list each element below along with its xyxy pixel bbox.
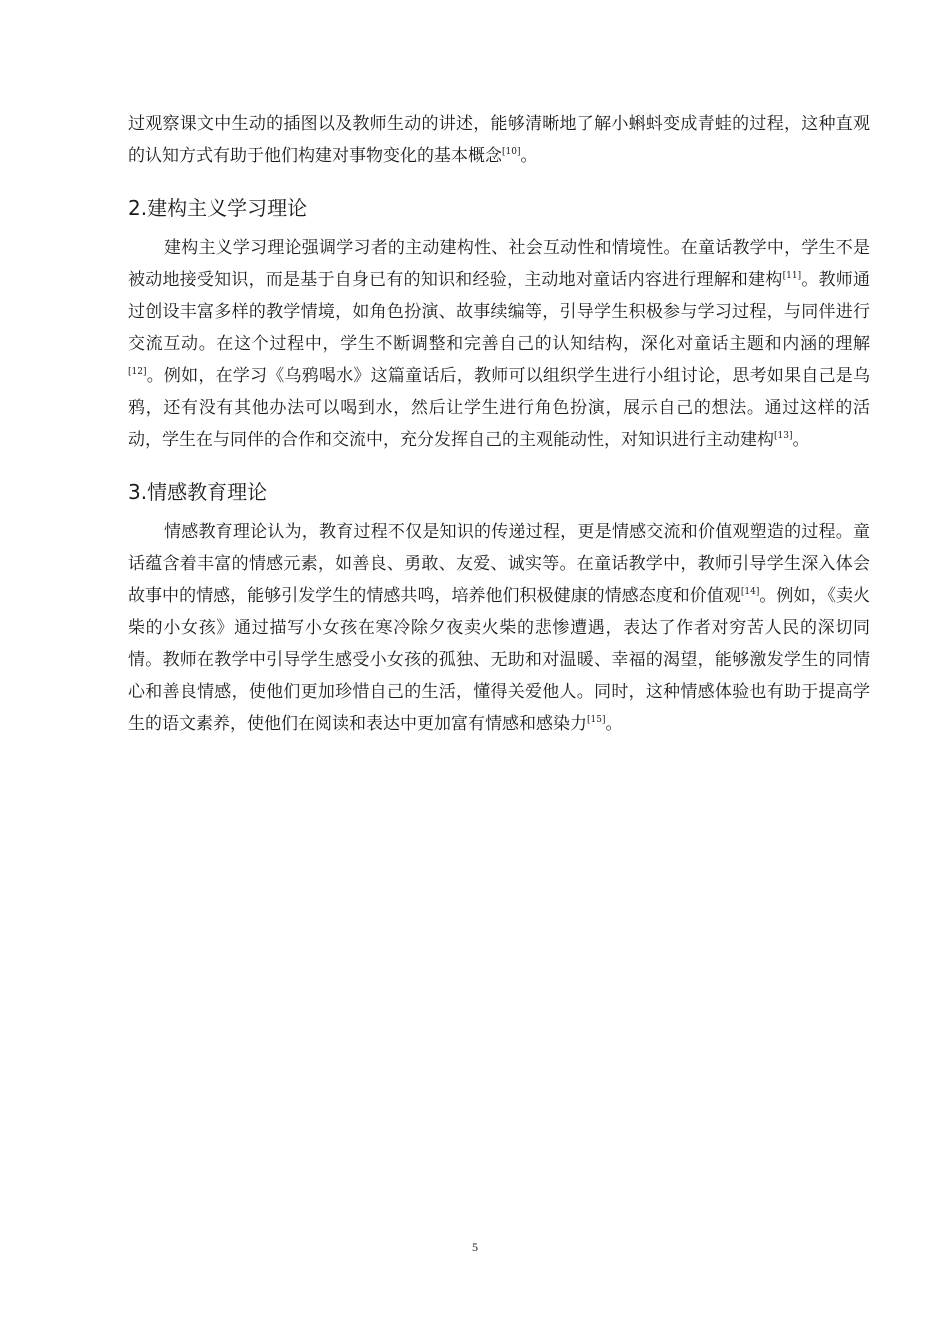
page-number: 5 <box>472 1240 478 1254</box>
paragraph-text: 。 <box>605 714 623 734</box>
citation-ref: [11] <box>782 271 802 281</box>
paragraph-continuation <box>128 108 870 172</box>
section-heading-emotional-education: 3.情感教育理论 <box>128 480 268 504</box>
paragraph-text: 。 <box>792 430 810 450</box>
paragraph-text: 过观察课文中生动的插图以及教师生动的讲述，能够清晰地了解小蝌蚪变成青蛙的过程，这种直观的认知方式有助于他们构建对事物变化的基本概念 <box>128 114 870 166</box>
paragraph-text: 建构主义学习理论强调学习者的主动建构性、社会互动性和情境性。在童话教学中，学生不是被动地接受知识，而是基于自身已有的知识和经验，主动地对童话内容进行理解和建构 <box>128 238 870 290</box>
citation-ref: [14] <box>740 587 760 597</box>
paragraph-text: 。例如，在学习《乌鸦喝水》这篇童话后，教师可以组织学生进行小组讨论，思考如果自己是乌鸦，还有没有其他办法可以喝到水，然后让学生进行角色扮演，展示自己的想法。通过这样的活动，学生在与同伴的合作和交流中，充分发挥自己的主观能动性，对知识进行主动建构 <box>128 366 870 450</box>
citation-ref: [10] <box>502 147 521 157</box>
paragraph-constructivism <box>128 232 870 456</box>
paragraph-emotional-education <box>128 516 870 740</box>
citation-ref: [12] <box>128 367 147 377</box>
citation-ref: [15] <box>587 715 606 725</box>
paragraph-text: 。 <box>520 146 538 166</box>
paragraph-text: 。例如，《卖火柴的小女孩》通过描写小女孩在寒冷除夕夜卖火柴的悲惨遭遇，表达了作者对穷苦人民的深切同情。教师在教学中引导学生感受小女孩的孤独、无助和对温暖、幸福的渴望，能够激发学生的同情心和善良情感，使他们更加珍惜自己的生活，懂得关爱他人。同时，这种情感体验也有助于提高学生的语文素养，使他们在阅读和表达中更加富有情感和感染力 <box>128 586 871 734</box>
paragraph-text: 。教师通过创设丰富多样的教学情境，如角色扮演、故事续编等，引导学生积极参与学习过程，与同伴进行交流互动。在这个过程中，学生不断调整和完善自己的认知结构，深化对童话主题和内涵的理解 <box>128 270 870 354</box>
paragraph-text: 情感教育理论认为，教育过程不仅是知识的传递过程，更是情感交流和价值观塑造的过程。童话蕴含着丰富的情感元素，如善良、勇敢、友爱、诚实等。在童话教学中，教师引导学生深入体会故事中的情感，能够引发学生的情感共鸣，培养他们积极健康的情感态度和价值观 <box>128 522 870 606</box>
section-heading-constructivism: 2.建构主义学习理论 <box>128 196 308 220</box>
document-body <box>128 108 870 740</box>
citation-ref: [13] <box>774 431 793 441</box>
